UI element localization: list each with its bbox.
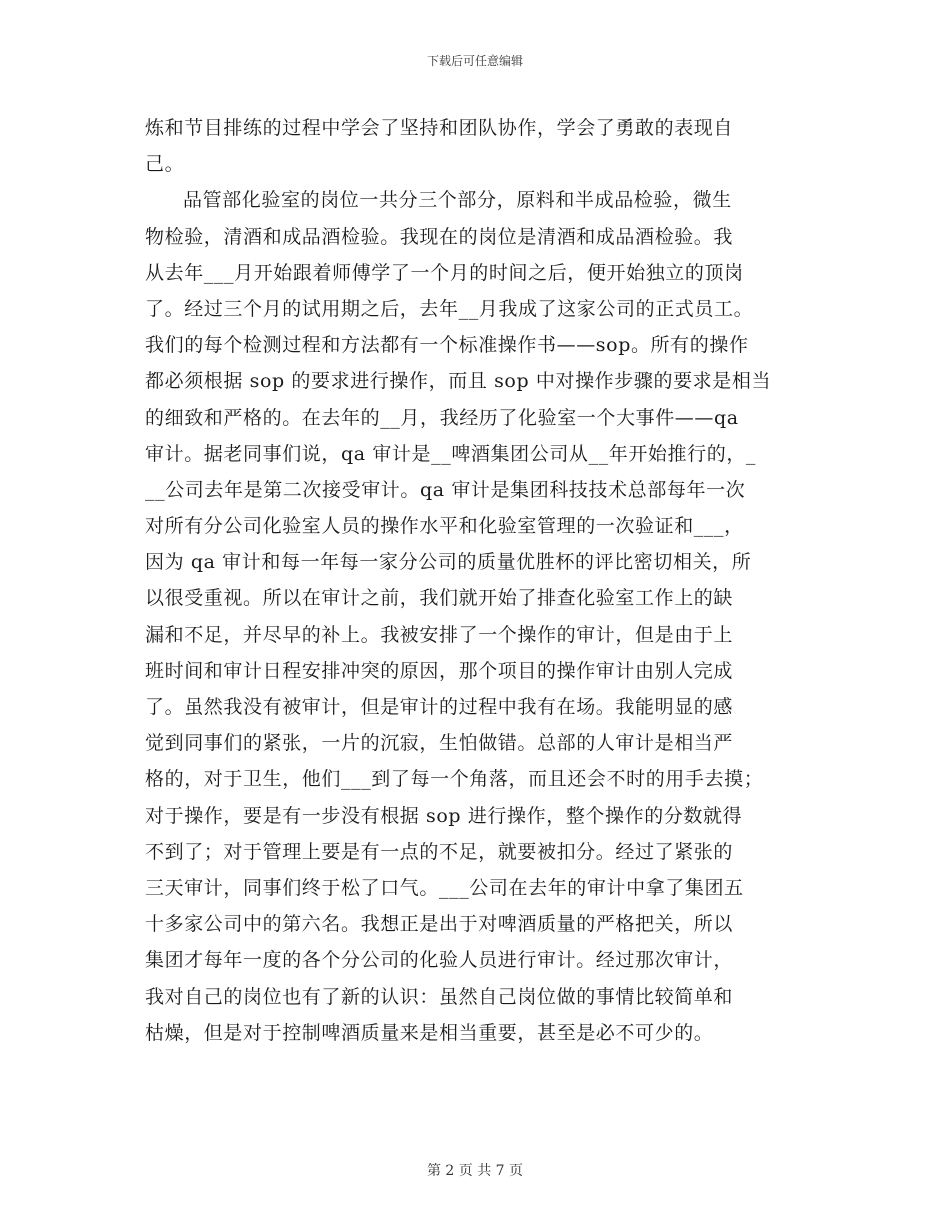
text-line: 己。: [145, 153, 185, 176]
page-footer: 第 2 页 共 7 页: [426, 1163, 524, 1179]
document-body: [145, 110, 813, 1051]
paragraph-start-line: 品管部化验室的岗位一共分三个部分，原料和半成品检验，微生: [183, 189, 732, 212]
text-line: 十多家公司中的第六名。我想正是出于对啤酒质量的严格把关，所以: [145, 913, 734, 936]
text-line: 枯燥，但是对于控制啤酒质量来是相当重要，甚至是必不可少的。: [145, 1021, 714, 1044]
text-line: 了。虽然我没有被审计，但是审计的过程中我有在场。我能明显的感: [145, 696, 734, 718]
text-line: __公司去年是第二次接受审计。qa 审计是集团科技技术总部每年一次: [145, 478, 746, 501]
text-line: 班时间和审计日程安排冲突的原因，那个项目的操作审计由别人完成: [145, 659, 734, 682]
text-line: 从去年___月开始跟着师傅学了一个月的时间之后，便开始独立的顶岗: [145, 261, 744, 284]
text-line: 对于操作，要是有一步没有根据 sop 进行操作，整个操作的分数就得: [145, 804, 743, 827]
text-line: 三天审计，同事们终于松了口气。___公司在去年的审计中拿了集团五: [145, 876, 744, 899]
text-line: 因为 qa 审计和每一年每一家分公司的质量优胜杯的评比密切相关，所: [145, 551, 752, 574]
text-line: 我对自己的岗位也有了新的认识：虽然自己岗位做的事情比较简单和: [145, 985, 734, 1008]
text-line: 炼和节目排练的过程中学会了坚持和团队协作，学会了勇敢的表现自: [145, 117, 734, 139]
page-header: 下载后可任意编辑: [426, 54, 523, 68]
text-line: 对所有分公司化验室人员的操作水平和化验室管理的一次验证和___，: [145, 515, 744, 538]
text-line: 不到了；对于管理上要是有一点的不足，就要被扣分。经过了紧张的: [145, 840, 734, 863]
text-line: 审计。据老同事们说，qa 审计是__啤酒集团公司从__年开始推行的，_: [145, 442, 757, 465]
text-line: 觉到同事们的紧张，一片的沉寂，生怕做错。总部的人审计是相当严: [145, 732, 734, 755]
text-line: 集团才每年一度的各个分公司的化验人员进行审计。经过那次审计，: [145, 949, 734, 972]
text-line: 格的，对于卫生，他们___到了每一个角落，而且还会不时的用手去摸；: [145, 768, 764, 791]
text-line: 漏和不足，并尽早的补上。我被安排了一个操作的审计，但是由于上: [145, 623, 734, 646]
text-line: 的细致和严格的。在去年的__月，我经历了化验室一个大事件——qa: [145, 406, 739, 429]
text-line: 我们的每个检测过程和方法都有一个标准操作书——sop。所有的操作: [145, 334, 749, 357]
text-line: 都必须根据 sop 的要求进行操作，而且 sop 中对操作步骤的要求是相当: [145, 370, 772, 393]
text-line: 以很受重视。所以在审计之前，我们就开始了排查化验室工作上的缺: [145, 587, 734, 610]
text-line: 物检验，清酒和成品酒检验。我现在的岗位是清酒和成品酒检验。我: [145, 225, 734, 248]
text-line: 了。经过三个月的试用期之后，去年__月我成了这家公司的正式员工。: [145, 297, 754, 320]
